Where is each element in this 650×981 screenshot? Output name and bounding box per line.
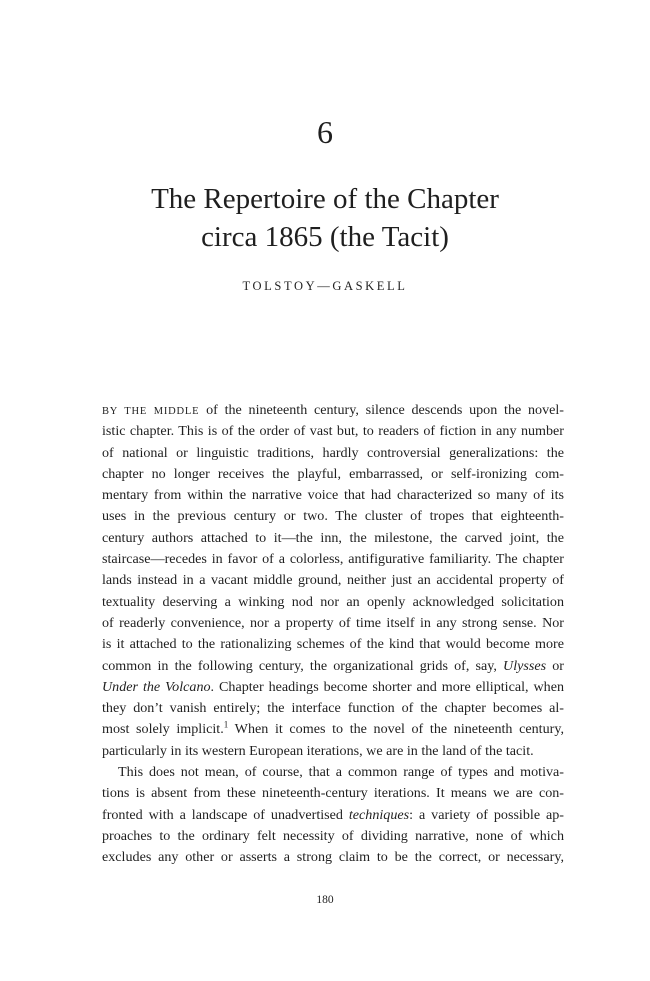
body-line (102, 549, 564, 570)
body-line-after: When it comes to the novel of the nineteenth century, (228, 721, 564, 738)
body-line (102, 805, 564, 826)
body-line-text: particularly in its western European iterations, we are in the land of the tacit. (102, 742, 534, 759)
body-line (102, 528, 564, 549)
body-line-text: century authors attached to it—the inn, the milestone, the carved joint, the (102, 529, 564, 546)
body-line-text: proaches to the ordinary felt necessity of dividing narrative, none of which (102, 827, 564, 844)
body-line-text: . Chapter headings become shorter and more elliptical, when (210, 678, 564, 695)
body-line (102, 656, 564, 677)
chapter-title-line-2: circa 1865 (the Tacit) (201, 221, 449, 253)
body-line-text: istic chapter. This is of the order of vast but, to readers of fiction in any number (102, 423, 564, 440)
body-line-text: excludes any other or asserts a strong claim to be the correct, or necessary, (102, 849, 564, 866)
body-line-text: tions is absent from these nineteenth-century iterations. It means we are con- (102, 785, 564, 802)
body-line-text: they don’t vanish entirely; the interface function of the chapter becomes al- (102, 700, 564, 717)
body-line-text: lands instead in a vacant middle ground, neither just an accidental property of (102, 572, 564, 589)
chapter-subtitle: TOLSTOY—GASKELL (242, 279, 408, 293)
body-line (102, 570, 564, 591)
body-line (102, 677, 564, 698)
chapter-title (0, 180, 650, 256)
body-line (102, 826, 564, 847)
body-line (102, 506, 564, 527)
body-line-text: chapter no longer receives the playful, embarrassed, or self-ironizing com- (102, 465, 564, 482)
body-text (102, 400, 564, 869)
body-line-text: uses in the previous century or two. The cluster of tropes that eighteenth- (102, 508, 564, 525)
body-line (102, 719, 564, 740)
body-line (102, 783, 564, 804)
body-line-text: most solely implicit. (102, 721, 224, 738)
body-line-text: is it attached to the rationalizing schemes of the kind that would become more (102, 636, 564, 653)
body-line (102, 847, 564, 868)
body-line-text: This does not mean, of course, that a common range of types and motiva- (118, 764, 564, 781)
body-line-text: textuality deserving a winking nod nor an openly acknowledged solicitation (102, 593, 564, 610)
body-line-after: or (546, 657, 564, 674)
chapter-number: 6 (317, 114, 333, 150)
body-line (102, 485, 564, 506)
body-line-after: : a variety of possible ap- (409, 806, 564, 823)
body-line-text: staircase—recedes in favor of a colorless, antifigurative familiarity. The chapter (102, 551, 564, 568)
body-line (102, 400, 564, 421)
body-line (102, 634, 564, 655)
body-line-sup: 1 (223, 719, 229, 730)
body-line (102, 464, 564, 485)
body-line-text: fronted with a landscape of unadvertised (102, 806, 349, 823)
body-line-text: common in the following century, the organizational grids of, say, (102, 657, 504, 674)
body-line (102, 592, 564, 613)
body-line-text: of national or linguistic traditions, hardly controversial generalizations: the (102, 444, 564, 461)
body-line-italic: Ulysses (503, 657, 547, 674)
body-line (102, 741, 564, 762)
body-line-smallcaps: BY THE MIDDLE (102, 406, 200, 417)
body-line-text: of readerly convenience, nor a property of time itself in any strong sense. Nor (102, 614, 564, 631)
chapter-title-line-1: The Repertoire of the Chapter (151, 183, 499, 215)
body-line-text: mentary from within the narrative voice that had characterized so many of its (102, 487, 564, 504)
body-line (102, 443, 564, 464)
body-line-italic: techniques (348, 806, 410, 823)
body-line (102, 613, 564, 634)
body-line-italic: Under the Volcano (102, 678, 211, 695)
body-line (102, 698, 564, 719)
body-line (102, 762, 564, 783)
body-line (102, 421, 564, 442)
body-line-text: of the nineteenth century, silence descends upon the novel- (199, 402, 564, 418)
page-number: 180 (316, 894, 334, 906)
